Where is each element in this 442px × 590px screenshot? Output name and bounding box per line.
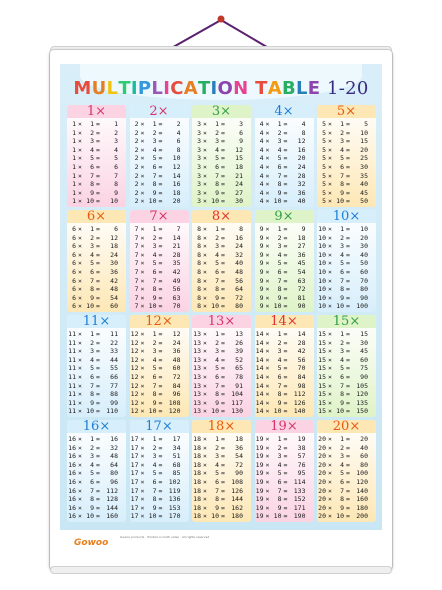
table-card-10 — [317, 210, 376, 312]
table-line: 4 × 3 = 12 — [259, 137, 306, 146]
table-line: 10 × 9 = 90 — [318, 293, 368, 302]
tables-row — [67, 315, 376, 417]
table-line: 13 × 8 = 104 — [193, 390, 243, 399]
poster-title — [60, 78, 382, 99]
table-line: 16 × 3 = 48 — [68, 452, 118, 461]
table-line: 11 × 1 = 11 — [68, 330, 118, 338]
table-line: 15 × 3 = 45 — [318, 347, 368, 356]
table-line: 6 × 9 = 54 — [72, 293, 118, 302]
table-line: 19 × 1 = 19 — [255, 435, 306, 443]
table-header: 9× — [255, 210, 314, 223]
title-letter: T — [197, 78, 211, 99]
table-line: 20 × 9 = 180 — [318, 503, 368, 512]
table-header: 10× — [317, 210, 376, 223]
table-line: 16 × 8 = 128 — [68, 495, 118, 504]
title-letter: M — [73, 78, 92, 99]
table-line: 11 × 3 = 33 — [68, 347, 118, 356]
table-line: 12 × 2 = 24 — [130, 338, 181, 347]
table-card-4 — [255, 105, 314, 207]
table-line: 18 × 7 = 126 — [193, 486, 243, 495]
table-line: 2 × 10 = 20 — [134, 197, 181, 206]
table-line: 4 × 7 = 28 — [259, 171, 306, 180]
table-line: 11 × 7 = 77 — [68, 381, 118, 390]
title-letter: T — [255, 78, 268, 99]
table-line: 7 × 4 = 28 — [134, 250, 181, 259]
table-line: 19 × 5 = 95 — [255, 469, 306, 478]
table-card-8 — [192, 210, 251, 312]
table-line: 19 × 10 = 190 — [255, 512, 306, 521]
table-line: 3 × 10 = 30 — [197, 197, 243, 206]
table-line: 3 × 7 = 21 — [197, 171, 243, 180]
table-line: 14 × 10 = 140 — [255, 407, 306, 416]
table-line: 10 × 6 = 60 — [318, 267, 368, 276]
table-line: 16 × 4 = 64 — [68, 460, 118, 469]
title-letter: U — [91, 78, 107, 99]
table-line: 17 × 10 = 170 — [130, 512, 181, 521]
table-line: 13 × 7 = 91 — [193, 381, 243, 390]
table-line: 8 × 10 = 80 — [197, 302, 243, 311]
table-line: 18 × 9 = 162 — [193, 503, 243, 512]
table-line: 8 × 3 = 24 — [197, 242, 243, 251]
title-letter: O — [217, 78, 234, 99]
table-line: 11 × 9 = 99 — [68, 398, 118, 407]
table-line: 8 × 6 = 48 — [197, 267, 243, 276]
table-line: 14 × 1 = 14 — [255, 330, 306, 338]
title-letter: A — [267, 78, 282, 99]
table-line: 2 × 6 = 12 — [134, 162, 181, 171]
table-header: 4× — [255, 105, 314, 118]
table-card-19 — [255, 420, 314, 522]
table-line: 8 × 4 = 32 — [197, 250, 243, 259]
table-line: 3 × 4 = 12 — [197, 145, 243, 154]
table-line: 7 × 6 = 42 — [134, 267, 181, 276]
table-line: 7 × 8 = 56 — [134, 285, 181, 294]
table-line: 8 × 1 = 8 — [197, 225, 243, 233]
table-line: 8 × 2 = 16 — [197, 233, 243, 242]
table-line: 15 × 10 = 150 — [318, 407, 368, 416]
table-card-18 — [192, 420, 251, 522]
table-card-3 — [192, 105, 251, 207]
table-line: 9 × 10 = 90 — [259, 302, 306, 311]
table-line: 10 × 1 = 10 — [318, 225, 368, 233]
table-line: 16 × 7 = 112 — [68, 486, 118, 495]
table-line: 9 × 7 = 63 — [259, 276, 306, 285]
table-line: 4 × 2 = 8 — [259, 128, 306, 137]
table-header: 13× — [192, 315, 251, 328]
footer — [60, 530, 382, 558]
table-line: 8 × 8 = 64 — [197, 285, 243, 294]
table-card-15 — [317, 315, 376, 417]
table-line: 17 × 3 = 51 — [130, 452, 181, 461]
table-line: 14 × 5 = 70 — [255, 364, 306, 373]
table-line: 3 × 6 = 18 — [197, 162, 243, 171]
table-line: 13 × 9 = 117 — [193, 398, 243, 407]
table-line: 12 × 7 = 84 — [130, 381, 181, 390]
table-card-12 — [130, 315, 189, 417]
table-header: 14× — [255, 315, 314, 328]
table-line: 6 × 4 = 24 — [72, 250, 118, 259]
table-header: 3× — [192, 105, 251, 118]
brand-logo: Gowoo — [74, 538, 109, 548]
table-line: 2 × 8 = 16 — [134, 180, 181, 189]
table-line: 17 × 5 = 85 — [130, 469, 181, 478]
title-letter: I — [210, 78, 218, 99]
table-line: 16 × 1 = 16 — [68, 435, 118, 443]
table-card-20 — [317, 420, 376, 522]
table-line: 9 × 8 = 72 — [259, 285, 306, 294]
title-letter: B — [281, 78, 296, 99]
hook-pin-icon — [218, 16, 225, 23]
table-header: 20× — [317, 420, 376, 433]
table-line: 3 × 9 = 27 — [197, 188, 243, 197]
table-line: 15 × 1 = 15 — [318, 330, 368, 338]
table-line: 16 × 5 = 80 — [68, 469, 118, 478]
table-card-11 — [67, 315, 126, 417]
table-header: 19× — [255, 420, 314, 433]
title-letter: I — [163, 78, 171, 99]
title-letter: N — [233, 78, 249, 99]
table-line: 10 × 10 = 100 — [318, 302, 368, 311]
table-card-16 — [67, 420, 126, 522]
poster — [50, 50, 392, 570]
title-letter: P — [137, 78, 152, 99]
table-header: 16× — [67, 420, 126, 433]
table-line: 15 × 2 = 30 — [318, 338, 368, 347]
table-header: 1× — [67, 105, 126, 118]
table-line: 13 × 10 = 130 — [193, 407, 243, 416]
table-line: 5 × 10 = 50 — [322, 197, 368, 206]
table-line: 3 × 8 = 24 — [197, 180, 243, 189]
table-line: 10 × 2 = 20 — [318, 233, 368, 242]
table-line: 15 × 8 = 120 — [318, 390, 368, 399]
table-line: 5 × 4 = 20 — [322, 145, 368, 154]
table-line: 6 × 1 = 6 — [72, 225, 118, 233]
table-line: 12 × 10 = 120 — [130, 407, 181, 416]
table-line: 12 × 1 = 12 — [130, 330, 181, 338]
table-line: 6 × 5 = 30 — [72, 259, 118, 268]
table-line: 12 × 4 = 48 — [130, 355, 181, 364]
table-line: 14 × 4 = 56 — [255, 355, 306, 364]
table-line: 7 × 3 = 21 — [134, 242, 181, 251]
table-line: 4 × 6 = 24 — [259, 162, 306, 171]
table-line: 19 × 9 = 171 — [255, 503, 306, 512]
bottom-rod — [50, 566, 392, 574]
table-line: 17 × 6 = 102 — [130, 477, 181, 486]
table-line: 7 × 10 = 70 — [134, 302, 181, 311]
table-line: 20 × 7 = 140 — [318, 486, 368, 495]
table-card-17 — [130, 420, 189, 522]
table-line: 10 × 5 = 50 — [318, 259, 368, 268]
table-line: 11 × 5 = 55 — [68, 364, 118, 373]
table-line: 2 × 7 = 14 — [134, 171, 181, 180]
table-line: 5 × 8 = 40 — [322, 180, 368, 189]
title-letter: A — [183, 78, 198, 99]
table-header: 6× — [67, 210, 126, 223]
table-line: 15 × 6 = 90 — [318, 372, 368, 381]
poster-canvas — [60, 64, 382, 558]
table-line: 18 × 10 = 180 — [193, 512, 243, 521]
title-letter: T — [118, 78, 131, 99]
title-letter: L — [151, 78, 164, 99]
table-line: 13 × 2 = 26 — [193, 338, 243, 347]
table-line: 5 × 6 = 30 — [322, 162, 368, 171]
table-line: 4 × 9 = 36 — [259, 188, 306, 197]
title-letter — [249, 78, 256, 99]
table-line: 9 × 5 = 45 — [259, 259, 306, 268]
table-header: 17× — [130, 420, 189, 433]
table-line: 11 × 10 = 110 — [68, 407, 118, 416]
table-line: 19 × 8 = 152 — [255, 495, 306, 504]
table-header: 11× — [67, 315, 126, 328]
table-line: 12 × 8 = 96 — [130, 390, 181, 399]
title-letter: L — [106, 78, 119, 99]
table-line: 1 × 1 = 1 — [72, 120, 118, 128]
table-header: 7× — [130, 210, 189, 223]
table-line: 2 × 4 = 8 — [134, 145, 181, 154]
table-line: 15 × 4 = 60 — [318, 355, 368, 364]
table-line: 18 × 8 = 144 — [193, 495, 243, 504]
table-line: 10 × 3 = 30 — [318, 242, 368, 251]
table-card-13 — [192, 315, 251, 417]
table-line: 6 × 7 = 42 — [72, 276, 118, 285]
table-line: 10 × 4 = 40 — [318, 250, 368, 259]
table-line: 20 × 8 = 160 — [318, 495, 368, 504]
table-line: 20 × 2 = 40 — [318, 443, 368, 452]
table-line: 6 × 10 = 60 — [72, 302, 118, 311]
table-line: 8 × 7 = 56 — [197, 276, 243, 285]
table-line: 18 × 1 = 18 — [193, 435, 243, 443]
table-card-2 — [130, 105, 189, 207]
table-line: 7 × 1 = 7 — [134, 225, 181, 233]
table-line: 4 × 5 = 20 — [259, 154, 306, 163]
table-line: 1 × 7 = 7 — [72, 171, 118, 180]
table-card-14 — [255, 315, 314, 417]
table-line: 4 × 8 = 32 — [259, 180, 306, 189]
table-line: 18 × 5 = 90 — [193, 469, 243, 478]
table-line: 6 × 3 = 18 — [72, 242, 118, 251]
table-line: 19 × 3 = 57 — [255, 452, 306, 461]
title-letter: E — [307, 78, 321, 99]
table-line: 7 × 7 = 49 — [134, 276, 181, 285]
table-line: 1 × 5 = 5 — [72, 154, 118, 163]
fine-print: Gowoo products · Printed on both sides · All rights reserved — [120, 535, 210, 539]
table-line: 19 × 7 = 133 — [255, 486, 306, 495]
table-line: 17 × 7 = 119 — [130, 486, 181, 495]
table-line: 14 × 7 = 98 — [255, 381, 306, 390]
table-card-9 — [255, 210, 314, 312]
table-line: 10 × 8 = 80 — [318, 285, 368, 294]
table-line: 5 × 9 = 45 — [322, 188, 368, 197]
table-line: 9 × 3 = 27 — [259, 242, 306, 251]
table-line: 12 × 3 = 36 — [130, 347, 181, 356]
table-line: 7 × 2 = 14 — [134, 233, 181, 242]
table-line: 15 × 9 = 135 — [318, 398, 368, 407]
table-line: 7 × 5 = 35 — [134, 259, 181, 268]
title-letter: I — [130, 78, 138, 99]
table-line: 11 × 2 = 22 — [68, 338, 118, 347]
tables-row — [67, 210, 376, 312]
table-line: 19 × 4 = 76 — [255, 460, 306, 469]
table-line: 6 × 8 = 48 — [72, 285, 118, 294]
table-card-5 — [317, 105, 376, 207]
tables-row — [67, 420, 376, 522]
table-line: 2 × 9 = 18 — [134, 188, 181, 197]
table-line: 13 × 1 = 13 — [193, 330, 243, 338]
table-line: 2 × 5 = 10 — [134, 154, 181, 163]
table-line: 20 × 6 = 120 — [318, 477, 368, 486]
table-line: 20 × 4 = 80 — [318, 460, 368, 469]
table-header: 12× — [130, 315, 189, 328]
table-line: 9 × 9 = 81 — [259, 293, 306, 302]
tables-grid — [67, 105, 376, 525]
table-line: 6 × 2 = 12 — [72, 233, 118, 242]
title-letter: L — [295, 78, 308, 99]
table-line: 19 × 6 = 114 — [255, 477, 306, 486]
table-line: 1 × 3 = 3 — [72, 137, 118, 146]
table-line: 17 × 1 = 17 — [130, 435, 181, 443]
table-line: 5 × 7 = 35 — [322, 171, 368, 180]
table-line: 8 × 5 = 40 — [197, 259, 243, 268]
table-line: 2 × 1 = 2 — [134, 120, 181, 128]
table-line: 19 × 2 = 38 — [255, 443, 306, 452]
table-card-6 — [67, 210, 126, 312]
table-header: 18× — [192, 420, 251, 433]
table-line: 17 × 4 = 68 — [130, 460, 181, 469]
table-line: 15 × 5 = 75 — [318, 364, 368, 373]
table-line: 13 × 4 = 52 — [193, 355, 243, 364]
tables-row — [67, 105, 376, 207]
table-line: 9 × 6 = 54 — [259, 267, 306, 276]
table-line: 14 × 6 = 84 — [255, 372, 306, 381]
table-line: 13 × 6 = 78 — [193, 372, 243, 381]
table-line: 20 × 1 = 20 — [318, 435, 368, 443]
table-line: 16 × 6 = 96 — [68, 477, 118, 486]
table-line: 1 × 10 = 10 — [72, 197, 118, 206]
title-letter: C — [170, 78, 184, 99]
table-line: 5 × 5 = 25 — [322, 154, 368, 163]
table-line: 17 × 9 = 153 — [130, 503, 181, 512]
table-line: 3 × 5 = 15 — [197, 154, 243, 163]
table-line: 14 × 8 = 112 — [255, 390, 306, 399]
table-line: 20 × 10 = 200 — [318, 512, 368, 521]
table-line: 20 × 5 = 100 — [318, 469, 368, 478]
table-line: 11 × 6 = 66 — [68, 372, 118, 381]
table-card-7 — [130, 210, 189, 312]
table-line: 20 × 3 = 60 — [318, 452, 368, 461]
table-line: 3 × 2 = 6 — [197, 128, 243, 137]
table-line: 14 × 3 = 42 — [255, 347, 306, 356]
table-line: 3 × 3 = 9 — [197, 137, 243, 146]
table-line: 2 × 3 = 6 — [134, 137, 181, 146]
table-card-1 — [67, 105, 126, 207]
table-line: 4 × 4 = 16 — [259, 145, 306, 154]
table-line: 12 × 5 = 60 — [130, 364, 181, 373]
table-line: 1 × 8 = 8 — [72, 180, 118, 189]
table-line: 16 × 2 = 32 — [68, 443, 118, 452]
table-line: 13 × 5 = 65 — [193, 364, 243, 373]
table-header: 8× — [192, 210, 251, 223]
table-line: 4 × 10 = 40 — [259, 197, 306, 206]
table-line: 5 × 1 = 5 — [322, 120, 368, 128]
table-line: 18 × 6 = 108 — [193, 477, 243, 486]
title-range: 1-20 — [326, 78, 369, 99]
table-line: 9 × 1 = 9 — [259, 225, 306, 233]
table-line: 12 × 9 = 108 — [130, 398, 181, 407]
table-header: 2× — [130, 105, 189, 118]
table-header: 15× — [317, 315, 376, 328]
table-line: 16 × 10 = 160 — [68, 512, 118, 521]
table-line: 1 × 2 = 2 — [72, 128, 118, 137]
table-line: 10 × 7 = 70 — [318, 276, 368, 285]
table-line: 14 × 9 = 126 — [255, 398, 306, 407]
table-line: 4 × 1 = 4 — [259, 120, 306, 128]
title-letter — [320, 78, 327, 99]
table-line: 9 × 2 = 18 — [259, 233, 306, 242]
table-line: 2 × 2 = 4 — [134, 128, 181, 137]
table-line: 1 × 6 = 6 — [72, 162, 118, 171]
table-line: 1 × 4 = 4 — [72, 145, 118, 154]
table-line: 18 × 3 = 54 — [193, 452, 243, 461]
table-line: 3 × 1 = 3 — [197, 120, 243, 128]
table-line: 5 × 3 = 15 — [322, 137, 368, 146]
table-line: 6 × 6 = 36 — [72, 267, 118, 276]
table-line: 1 × 9 = 9 — [72, 188, 118, 197]
table-line: 12 × 6 = 72 — [130, 372, 181, 381]
table-line: 13 × 3 = 39 — [193, 347, 243, 356]
table-line: 14 × 2 = 28 — [255, 338, 306, 347]
table-line: 9 × 4 = 36 — [259, 250, 306, 259]
table-line: 16 × 9 = 144 — [68, 503, 118, 512]
table-line: 5 × 2 = 10 — [322, 128, 368, 137]
table-line: 18 × 2 = 36 — [193, 443, 243, 452]
table-line: 17 × 8 = 136 — [130, 495, 181, 504]
table-line: 18 × 4 = 72 — [193, 460, 243, 469]
table-line: 11 × 8 = 88 — [68, 390, 118, 399]
table-line: 17 × 2 = 34 — [130, 443, 181, 452]
table-line: 7 × 9 = 63 — [134, 293, 181, 302]
table-line: 15 × 7 = 105 — [318, 381, 368, 390]
table-line: 8 × 9 = 72 — [197, 293, 243, 302]
table-line: 11 × 4 = 44 — [68, 355, 118, 364]
table-header: 5× — [317, 105, 376, 118]
